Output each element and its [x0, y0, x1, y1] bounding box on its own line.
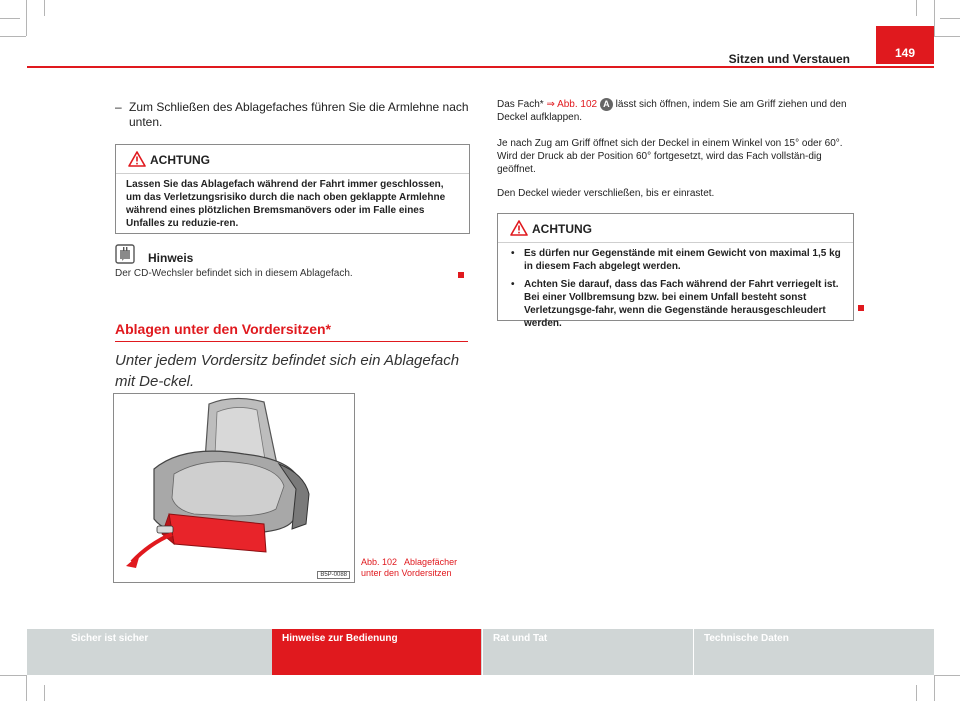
bullet-dash: –	[115, 100, 122, 114]
footer-tab-label: Technische Daten	[704, 633, 789, 644]
footer-tab-technische-daten[interactable]	[693, 629, 935, 675]
bullet-dot: •	[511, 279, 515, 290]
warning-label: ACHTUNG	[150, 153, 210, 167]
footer-tab-label: Sicher ist sicher	[71, 633, 149, 644]
paragraph-text: lässt sich öffnen, indem Sie am Griff ziehen und den Deckel aufklappen.	[497, 99, 847, 123]
footer-nav	[27, 629, 934, 675]
footer-tab-label: Rat und Tat	[493, 633, 548, 644]
seat-illustration	[114, 394, 354, 582]
header-rule	[27, 66, 934, 68]
hint-note-icon	[115, 244, 135, 264]
warning-separator	[498, 242, 853, 243]
footer-tab-rat-und-tat[interactable]	[482, 629, 693, 675]
footer-tab-sicher[interactable]	[27, 629, 271, 675]
section-intro: Unter jedem Vordersitz befindet sich ein Ablagefach mit De-ckel.	[115, 352, 460, 390]
warning-item-text: Achten Sie darauf, dass das Fach während der Fahrt verriegelt ist. Bei einer Vollbremsung bzw. bei einem Unfall besteht sonst Verletzungsge-fahr, wenn die Gegenstände herausgeschleudert werden.	[524, 279, 839, 329]
paragraph-text: Das Fach*	[497, 99, 547, 110]
running-header-title: Sitzen und Verstauen	[728, 52, 850, 66]
caption-number: Abb. 102	[361, 557, 398, 567]
caption-text: Ablagefächer unter den Vordersitzen	[361, 557, 458, 578]
page-number-box	[876, 26, 934, 64]
page-number: 149	[894, 46, 916, 60]
section-title: Ablagen unter den Vordersitzen*	[115, 321, 331, 337]
end-mark	[458, 272, 464, 278]
warning-list	[508, 247, 845, 335]
warning-header	[116, 145, 469, 173]
warning-separator	[116, 173, 469, 174]
footer-tab-label: Hinweise zur Bedienung	[282, 633, 398, 644]
warning-triangle-icon	[510, 220, 528, 236]
warning-label: ACHTUNG	[532, 222, 592, 236]
figure-caption	[361, 557, 471, 579]
warning-item-text: Es dürfen nur Gegenstände mit einem Gewicht von maximal 1,5 kg in diesem Fach abgelegt werden.	[524, 248, 841, 272]
bullet-dot: •	[511, 248, 515, 259]
warning-box-right	[497, 213, 854, 329]
warning-item	[508, 278, 845, 330]
hint-text: Der CD-Wechsler befindet sich in diesem Ablagefach.	[115, 268, 353, 279]
warning-box-left	[115, 144, 470, 234]
figure-code: B5P-0088	[317, 571, 350, 579]
figure-seat-storage	[113, 393, 355, 583]
hint-label: Hinweis	[148, 251, 194, 265]
footer-tab-bedienung[interactable]	[272, 629, 481, 675]
callout-badge-a: A	[600, 98, 613, 111]
end-mark	[858, 305, 864, 311]
paragraph-opening-angle: Je nach Zug am Griff öffnet sich der Deckel in einem Winkel von 15° oder 60°. Wird der Druck ab der Position 60° fortgesetzt, wird das Fach vollstän-dig geöffnet.	[497, 138, 843, 175]
warning-header	[498, 214, 853, 242]
bullet-text: Zum Schließen des Ablagefaches führen Sie die Armlehne nach unten.	[129, 100, 469, 129]
paragraph-open-compartment	[497, 98, 852, 124]
warning-triangle-icon	[128, 151, 146, 167]
section-rule	[115, 341, 468, 342]
warning-text: Lassen Sie das Ablagefach während der Fahrt immer geschlossen, um das Verletzungsrisiko durch die nach oben geklappte Armlehne während eines plötzlichen Bremsmanövers oder im Falle eines Unfalles zu reduzie-ren.	[126, 179, 446, 229]
paragraph-close: Den Deckel wieder verschließen, bis er einrastet.	[497, 188, 715, 199]
warning-item	[508, 247, 845, 273]
figure-reference-link[interactable]: ⇒ Abb. 102	[546, 99, 598, 110]
